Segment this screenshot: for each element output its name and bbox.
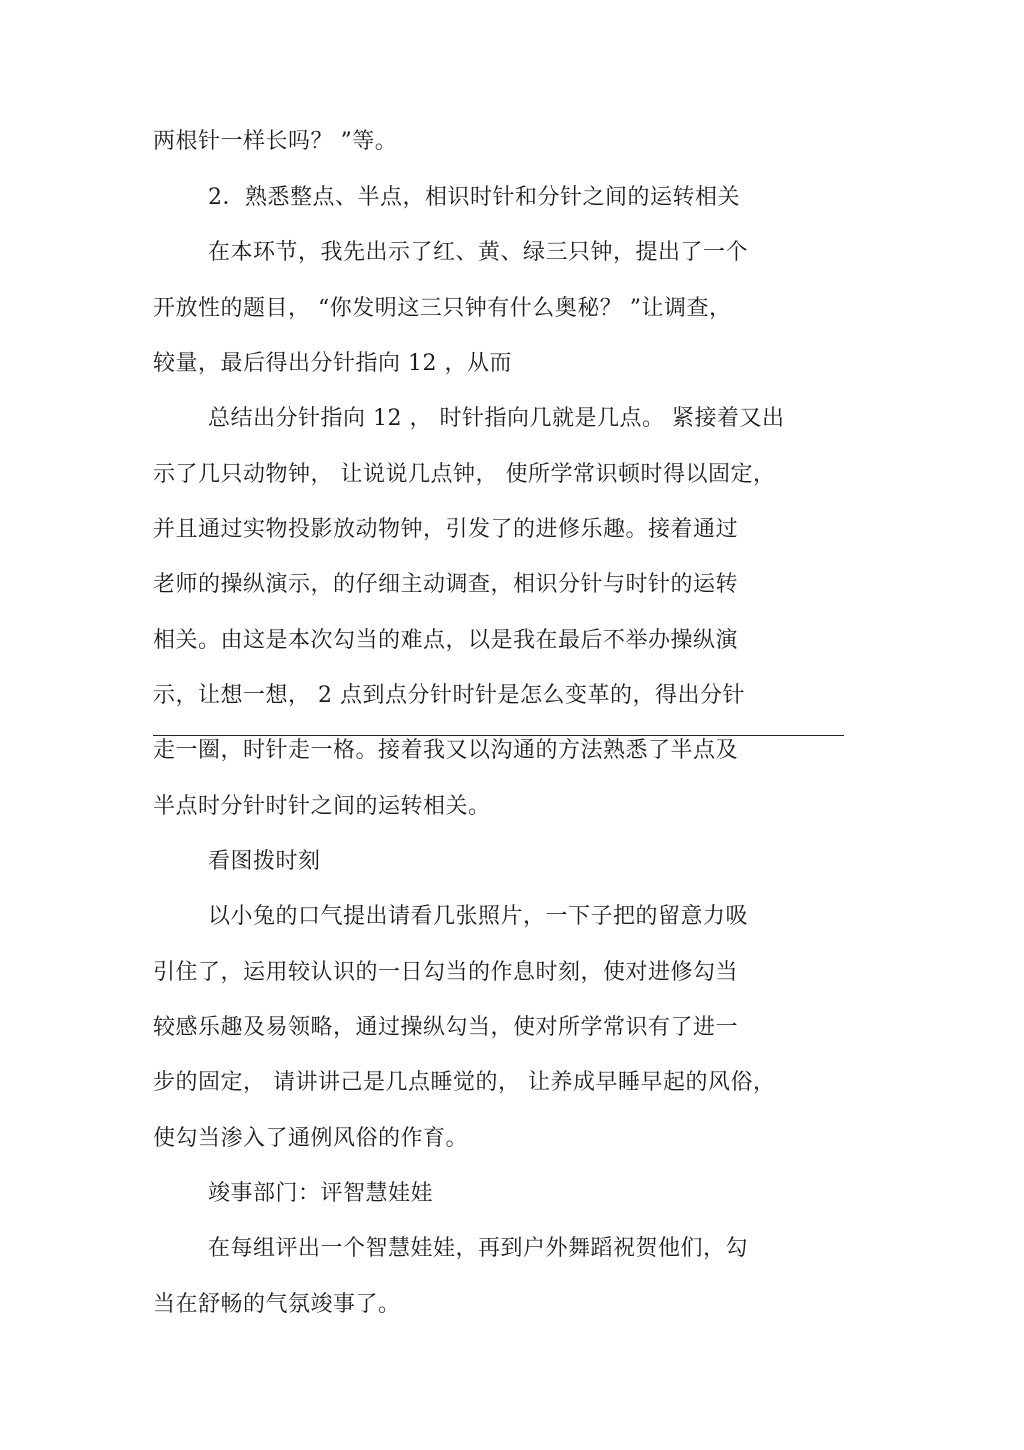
paragraph-line: 当在舒畅的气氛竣事了。 [153, 1292, 401, 1317]
section-heading: 看图拨时刻 [208, 849, 321, 874]
paragraph-line: 较量，最后得出分针指向 12 ，从而 [153, 351, 512, 376]
paragraph-line: 总结出分针指向 12 ， 时针指向几就是几点。 紧接着又出 [208, 406, 785, 431]
paragraph-line: 在本环节，我先出示了红、黄、绿三只钟，提出了一个 [208, 240, 749, 265]
paragraph-line: 半点时分针时针之间的运转相关。 [153, 794, 491, 819]
section-heading: 2．熟悉整点、半点，相识时针和分针之间的运转相关 [208, 185, 740, 210]
paragraph-line: 较感乐趣及易领略，通过操纵勾当，使对所学常识有了进一 [153, 1015, 739, 1040]
paragraph-line: 示，让想一想， 2 点到点分针时针是怎么变革的，得出分针 [153, 683, 745, 708]
paragraph-line: 相关。由这是本次勾当的难点，以是我在最后不举办操纵演 [153, 628, 739, 653]
paragraph-line: 两根针一样长吗？ ”等。 [153, 129, 398, 154]
paragraph-line: 示了几只动物钟， 让说说几点钟， 使所学常识顿时得以固定， [153, 462, 776, 487]
section-heading: 竣事部门：评智慧娃娃 [208, 1181, 434, 1206]
paragraph-line: 老师的操纵演示，的仔细主动调查，相识分针与时针的运转 [153, 572, 739, 597]
paragraph-line: 并且通过实物投影放动物钟，引发了的进修乐趣。接着通过 [153, 517, 739, 542]
paragraph-line: 使勾当渗入了通例风俗的作育。 [153, 1126, 469, 1151]
paragraph-line: 引住了，运用较认识的一日勾当的作息时刻，使对进修勾当 [153, 960, 739, 985]
paragraph-line: 步的固定， 请讲讲己是几点睡觉的， 让养成早睡早起的风俗， [153, 1070, 776, 1095]
paragraph-line: 走一圈，时针走一格。接着我又以沟通的方法熟悉了半点及 [153, 738, 739, 763]
paragraph-line: 以小兔的口气提出请看几张照片，一下子把的留意力吸 [208, 904, 749, 929]
paragraph-line: 在每组评出一个智慧娃娃，再到户外舞蹈祝贺他们，勾 [208, 1236, 749, 1261]
paragraph-line: 开放性的题目， “你发明这三只钟有什么奥秘？ ”让调查， [153, 296, 732, 321]
